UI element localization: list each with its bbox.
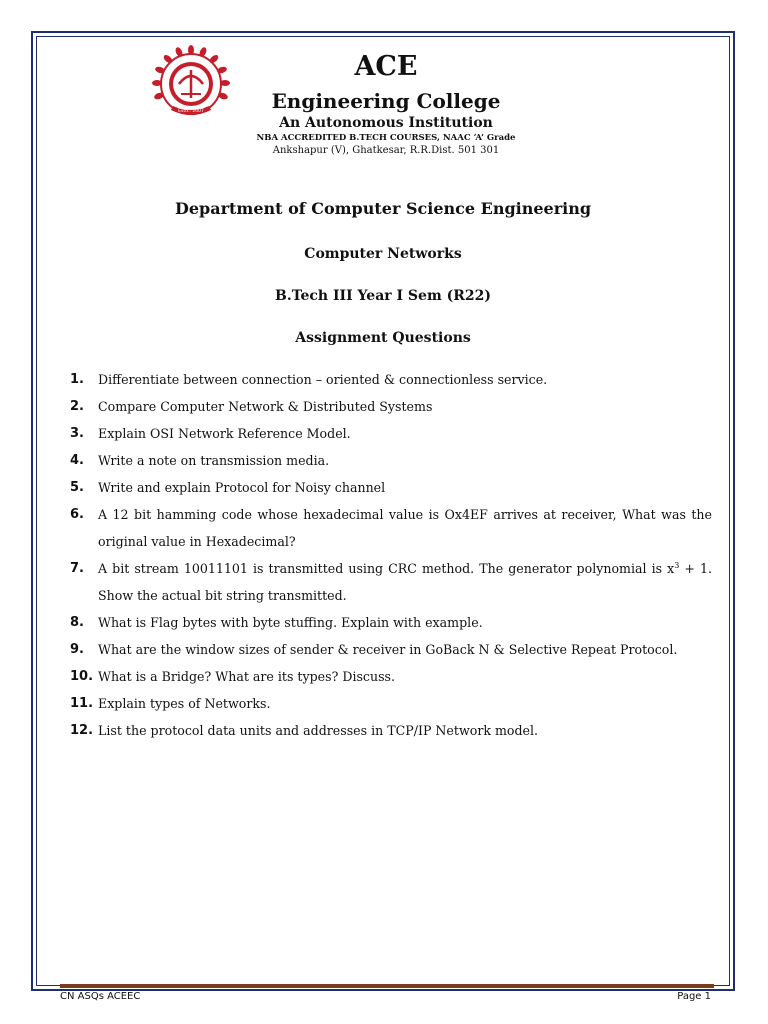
question-item [70,609,712,636]
question-item [70,501,712,555]
question-item [70,555,712,609]
question-item [70,690,712,717]
question-number: 2. [70,399,84,414]
footer-divider [60,984,714,988]
college-logo [151,44,231,124]
question-item [70,717,712,744]
assignment-heading: Assignment Questions [295,330,471,346]
question-text: What are the window sizes of sender & receiver in GoBack N & Selective Repeat Protocol. [98,642,678,657]
question-text: Differentiate between connection – oriented & connectionless service. [98,372,548,387]
question-number: 1. [70,372,84,387]
department-heading: Department of Computer Science Engineering [174,199,592,218]
question-number: 12. [70,723,94,738]
question-text: What is a Bridge? What are its types? Discuss. [98,669,396,684]
question-item [70,420,712,447]
question-text-part: A bit stream 10011101 is transmitted using CRC method. The generator polynomial is x [98,561,675,576]
question-item [70,447,712,474]
college-address: Ankshapur (V), Ghatkesar, R.R.Dist. 501 301 [272,145,500,156]
subject-heading: Computer Networks [304,246,462,262]
exponent: 3 [674,560,680,570]
question-item [70,636,712,663]
question-list [70,366,712,744]
question-text: Explain OSI Network Reference Model. [98,426,351,441]
accreditation-label: NBA ACCREDITED B.TECH COURSES, NAAC ‘A’ Grade [256,133,516,143]
question-text: Write a note on transmission media. [98,453,330,468]
question-number: 5. [70,480,84,495]
question-item [70,474,712,501]
question-text: What is Flag bytes with byte stuffing. Explain with example. [98,615,483,630]
question-text-part: + 1. Show the actual bit string transmitted. [98,561,712,603]
question-number: 11. [70,696,94,711]
question-item [70,393,712,420]
footer-doc-code: CN ASQs ACEEC [60,991,141,1002]
letterhead [236,50,536,157]
footer-page-number: Page 1 [677,991,711,1002]
college-name-title: ACE [354,51,418,82]
question-text: A 12 bit hamming code whose hexadecimal value is Ox4EF arrives at receiver, What was the original value in Hexadecimal? [98,507,712,549]
college-name-subtitle: Engineering College [271,89,501,113]
question-number: 3. [70,426,84,441]
question-number: 9. [70,642,84,657]
question-item [70,366,712,393]
question-number: 10. [70,669,94,684]
question-number: 6. [70,507,84,522]
question-number: 8. [70,615,84,630]
question-text: List the protocol data units and addresses in TCP/IP Network model. [98,723,539,738]
semester-heading: B.Tech III Year I Sem (R22) [274,288,492,304]
question-text: Explain types of Networks. [98,696,271,711]
logo-estd-text: Estd.: 2007 [178,109,204,114]
question-text: Compare Computer Network & Distributed Systems [98,399,433,414]
autonomous-label: An Autonomous Institution [279,115,493,131]
question-text [98,561,712,603]
question-item [70,663,712,690]
question-text: Write and explain Protocol for Noisy channel [98,480,386,495]
question-number: 7. [70,561,84,576]
question-number: 4. [70,453,84,468]
